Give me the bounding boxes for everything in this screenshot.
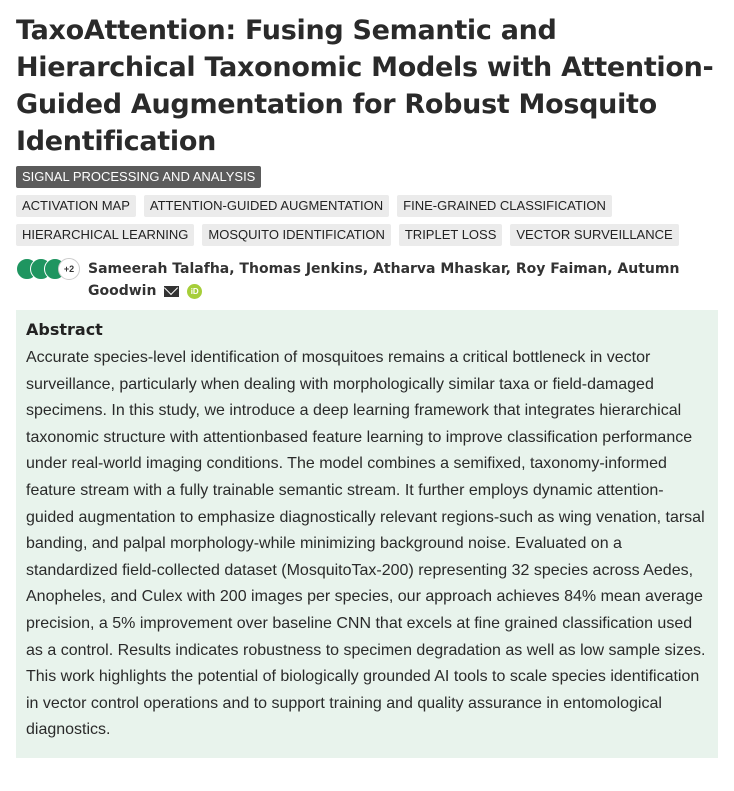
more-authors-badge: +2 [58,258,80,280]
abstract-text: Accurate species-level identification of mosquitoes remains a critical bottleneck in vector surveillance, particularly when dealing with morphologically similar taxa or field-damaged specimens. In this study, we introduce a deep learning framework that integrates hierarchical taxonomic structure with attentionbased feature learning to improve classification performance under real-world imaging conditions. The model combines a semifixed, taxonomy-informed feature stream with a fully trainable semantic stream. It further employs dynamic attention-guided augmentation to emphasize diagnostically relevant regions-such as wing venation, tarsal banding, and palpal morphology-while minimizing background noise. Evaluated on a standardized field-collected dataset (MosquitoTax-200) representing 32 species across Aedes, Anopheles, and Culex with 200 images per species, our approach achieves 84% mean average precision, a 5% improvement over baseline CNN that excels at fine grained classification used as a control. Results indicates robustness to specimen degradation as well as low sample sizes. This work highlights the potential of biologically grounded AI tools to scale species identification in vector control operations and to support training and quality assurance in entomological diagnostics. [26,349,706,739]
abstract-section [16,310,718,758]
keyword-tag[interactable]: ATTENTION-GUIDED AUGMENTATION [144,195,389,217]
category-tags [16,166,718,188]
keyword-tag[interactable]: ACTIVATION MAP [16,195,136,217]
author-avatars[interactable] [16,258,80,280]
abstract-heading: Abstract [26,320,103,339]
author-list [16,258,718,302]
orcid-icon[interactable]: iD [187,284,202,299]
envelope-icon[interactable] [164,286,179,297]
paper-title: TaxoAttention: Fusing Semantic and Hierarchical Taxonomic Models with Attention-Guided Augmentation for Robust Mosquito Identification [16,15,714,157]
category-tag[interactable]: SIGNAL PROCESSING AND ANALYSIS [16,166,261,188]
keyword-tags [16,195,718,246]
author-names[interactable]: Sameerah Talafha, Thomas Jenkins, Atharva Mhaskar, Roy Faiman, Autumn Goodwin [88,261,680,299]
keyword-tag[interactable]: MOSQUITO IDENTIFICATION [202,224,390,246]
keyword-tag[interactable]: HIERARCHICAL LEARNING [16,224,194,246]
keyword-tag[interactable]: TRIPLET LOSS [399,224,503,246]
keyword-tag[interactable]: VECTOR SURVEILLANCE [510,224,678,246]
keyword-tag[interactable]: FINE-GRAINED CLASSIFICATION [397,195,612,217]
